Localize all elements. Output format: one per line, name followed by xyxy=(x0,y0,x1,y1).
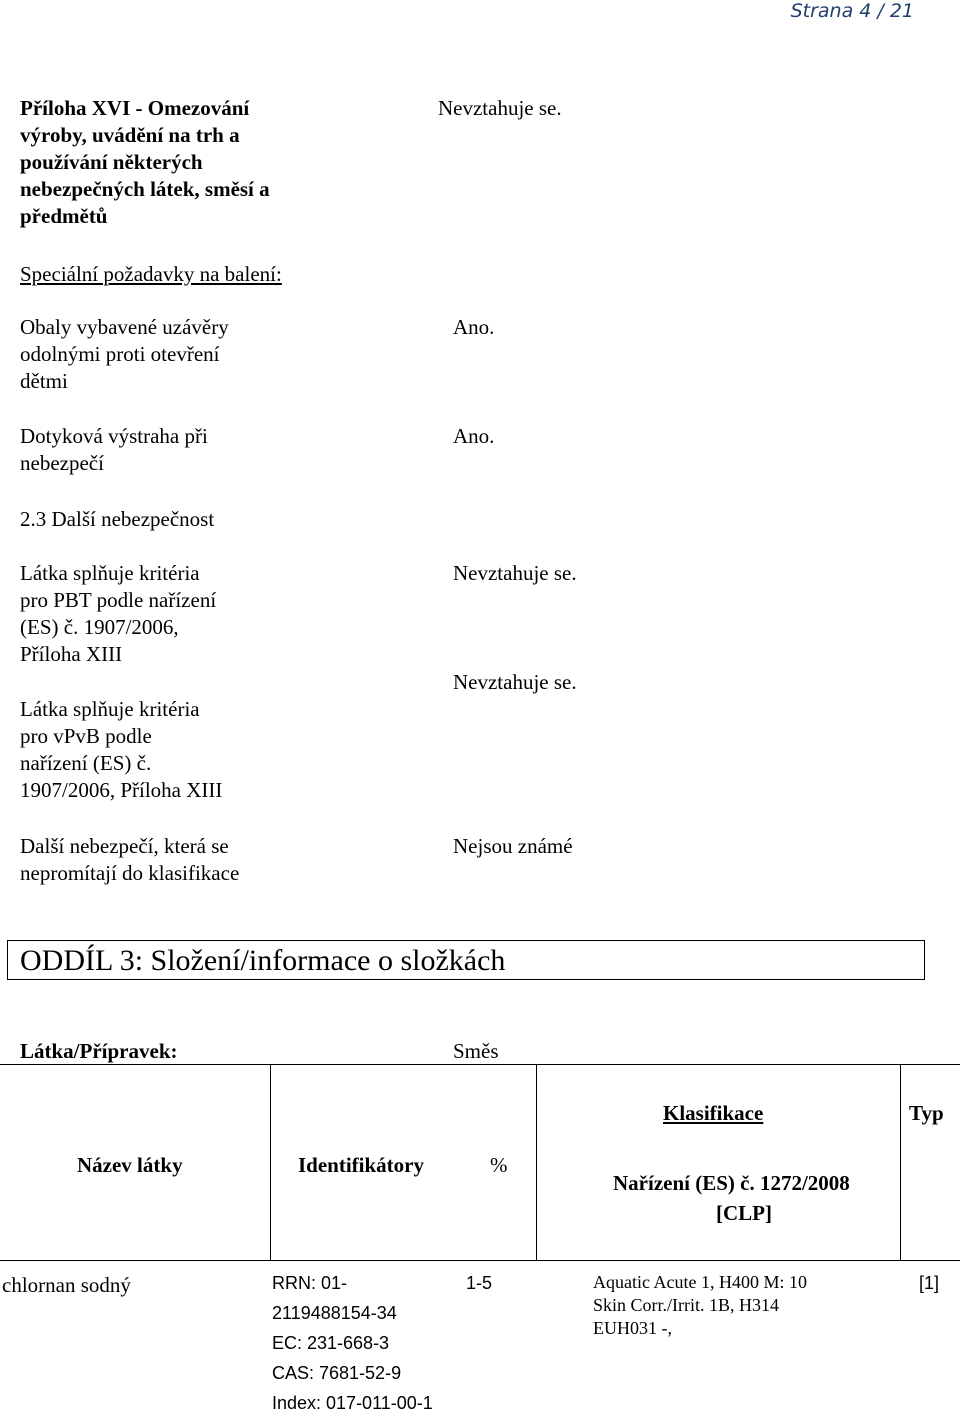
header-identifiers: Identifikátory xyxy=(298,1153,424,1177)
header-percent: % xyxy=(490,1153,508,1177)
header-classification: Klasifikace xyxy=(663,1101,764,1125)
other-hazards-label: Další nebezpečí, která se nepromítají do klasifikace xyxy=(20,834,240,885)
header-type: Typ xyxy=(909,1101,944,1125)
table-col-divider xyxy=(900,1064,901,1260)
other-hazards-heading: 2.3 Další nebezpečnost xyxy=(20,507,215,531)
cell-identifiers: RRN: 01- 2119488154-34 EC: 231-668-3 CAS: 7681-52-9 Index: 017-011-00-1 xyxy=(272,1273,433,1413)
table-col-divider xyxy=(536,1064,537,1260)
cell-substance-name: chlornan sodný xyxy=(2,1273,131,1297)
table-col-divider xyxy=(270,1064,271,1260)
substance-label: Látka/Přípravek: xyxy=(20,1039,178,1063)
page-number: Strana 4 / 21 xyxy=(790,0,914,22)
packaging-heading: Speciální požadavky na balení: xyxy=(20,262,282,286)
cell-classification: Aquatic Acute 1, H400 M: 10 Skin Corr./Irrit. 1B, H314 EUH031 -, xyxy=(593,1272,807,1338)
tactile-warning-label: Dotyková výstraha při nebezpečí xyxy=(20,424,208,475)
tactile-warning-value: Ano. xyxy=(453,424,495,448)
pbt-label: Látka splňuje kritéria pro PBT podle nařízení (ES) č. 1907/2006, Příloha XIII xyxy=(20,561,217,666)
table-border-top xyxy=(0,1064,960,1065)
vpvb-value: Nevztahuje se. xyxy=(453,670,577,694)
header-regulation-clp: [CLP] xyxy=(716,1201,772,1225)
table-header-divider xyxy=(0,1260,960,1261)
substance-value: Směs xyxy=(453,1039,499,1063)
header-substance-name: Název látky xyxy=(77,1153,183,1177)
annex-xvi-label: Příloha XVI - Omezování výroby, uvádění na trh a používání některých nebezpečných látek, směsí a předmětů xyxy=(20,96,270,228)
pbt-value: Nevztahuje se. xyxy=(453,561,577,585)
vpvb-label: Látka splňuje kritéria pro vPvB podle nařízení (ES) č. 1907/2006, Příloha XIII xyxy=(20,697,223,802)
child-closures-label: Obaly vybavené uzávěry odolnými proti otevření dětmi xyxy=(20,315,229,393)
annex-xvi-value: Nevztahuje se. xyxy=(438,96,562,120)
cell-type: [1] xyxy=(919,1273,940,1293)
child-closures-value: Ano. xyxy=(453,315,495,339)
section3-title: ODDÍL 3: Složení/informace o složkách xyxy=(7,940,925,980)
cell-percent: 1-5 xyxy=(466,1273,493,1293)
header-regulation: Nařízení (ES) č. 1272/2008 xyxy=(613,1171,850,1195)
other-hazards-value: Nejsou známé xyxy=(453,834,573,858)
